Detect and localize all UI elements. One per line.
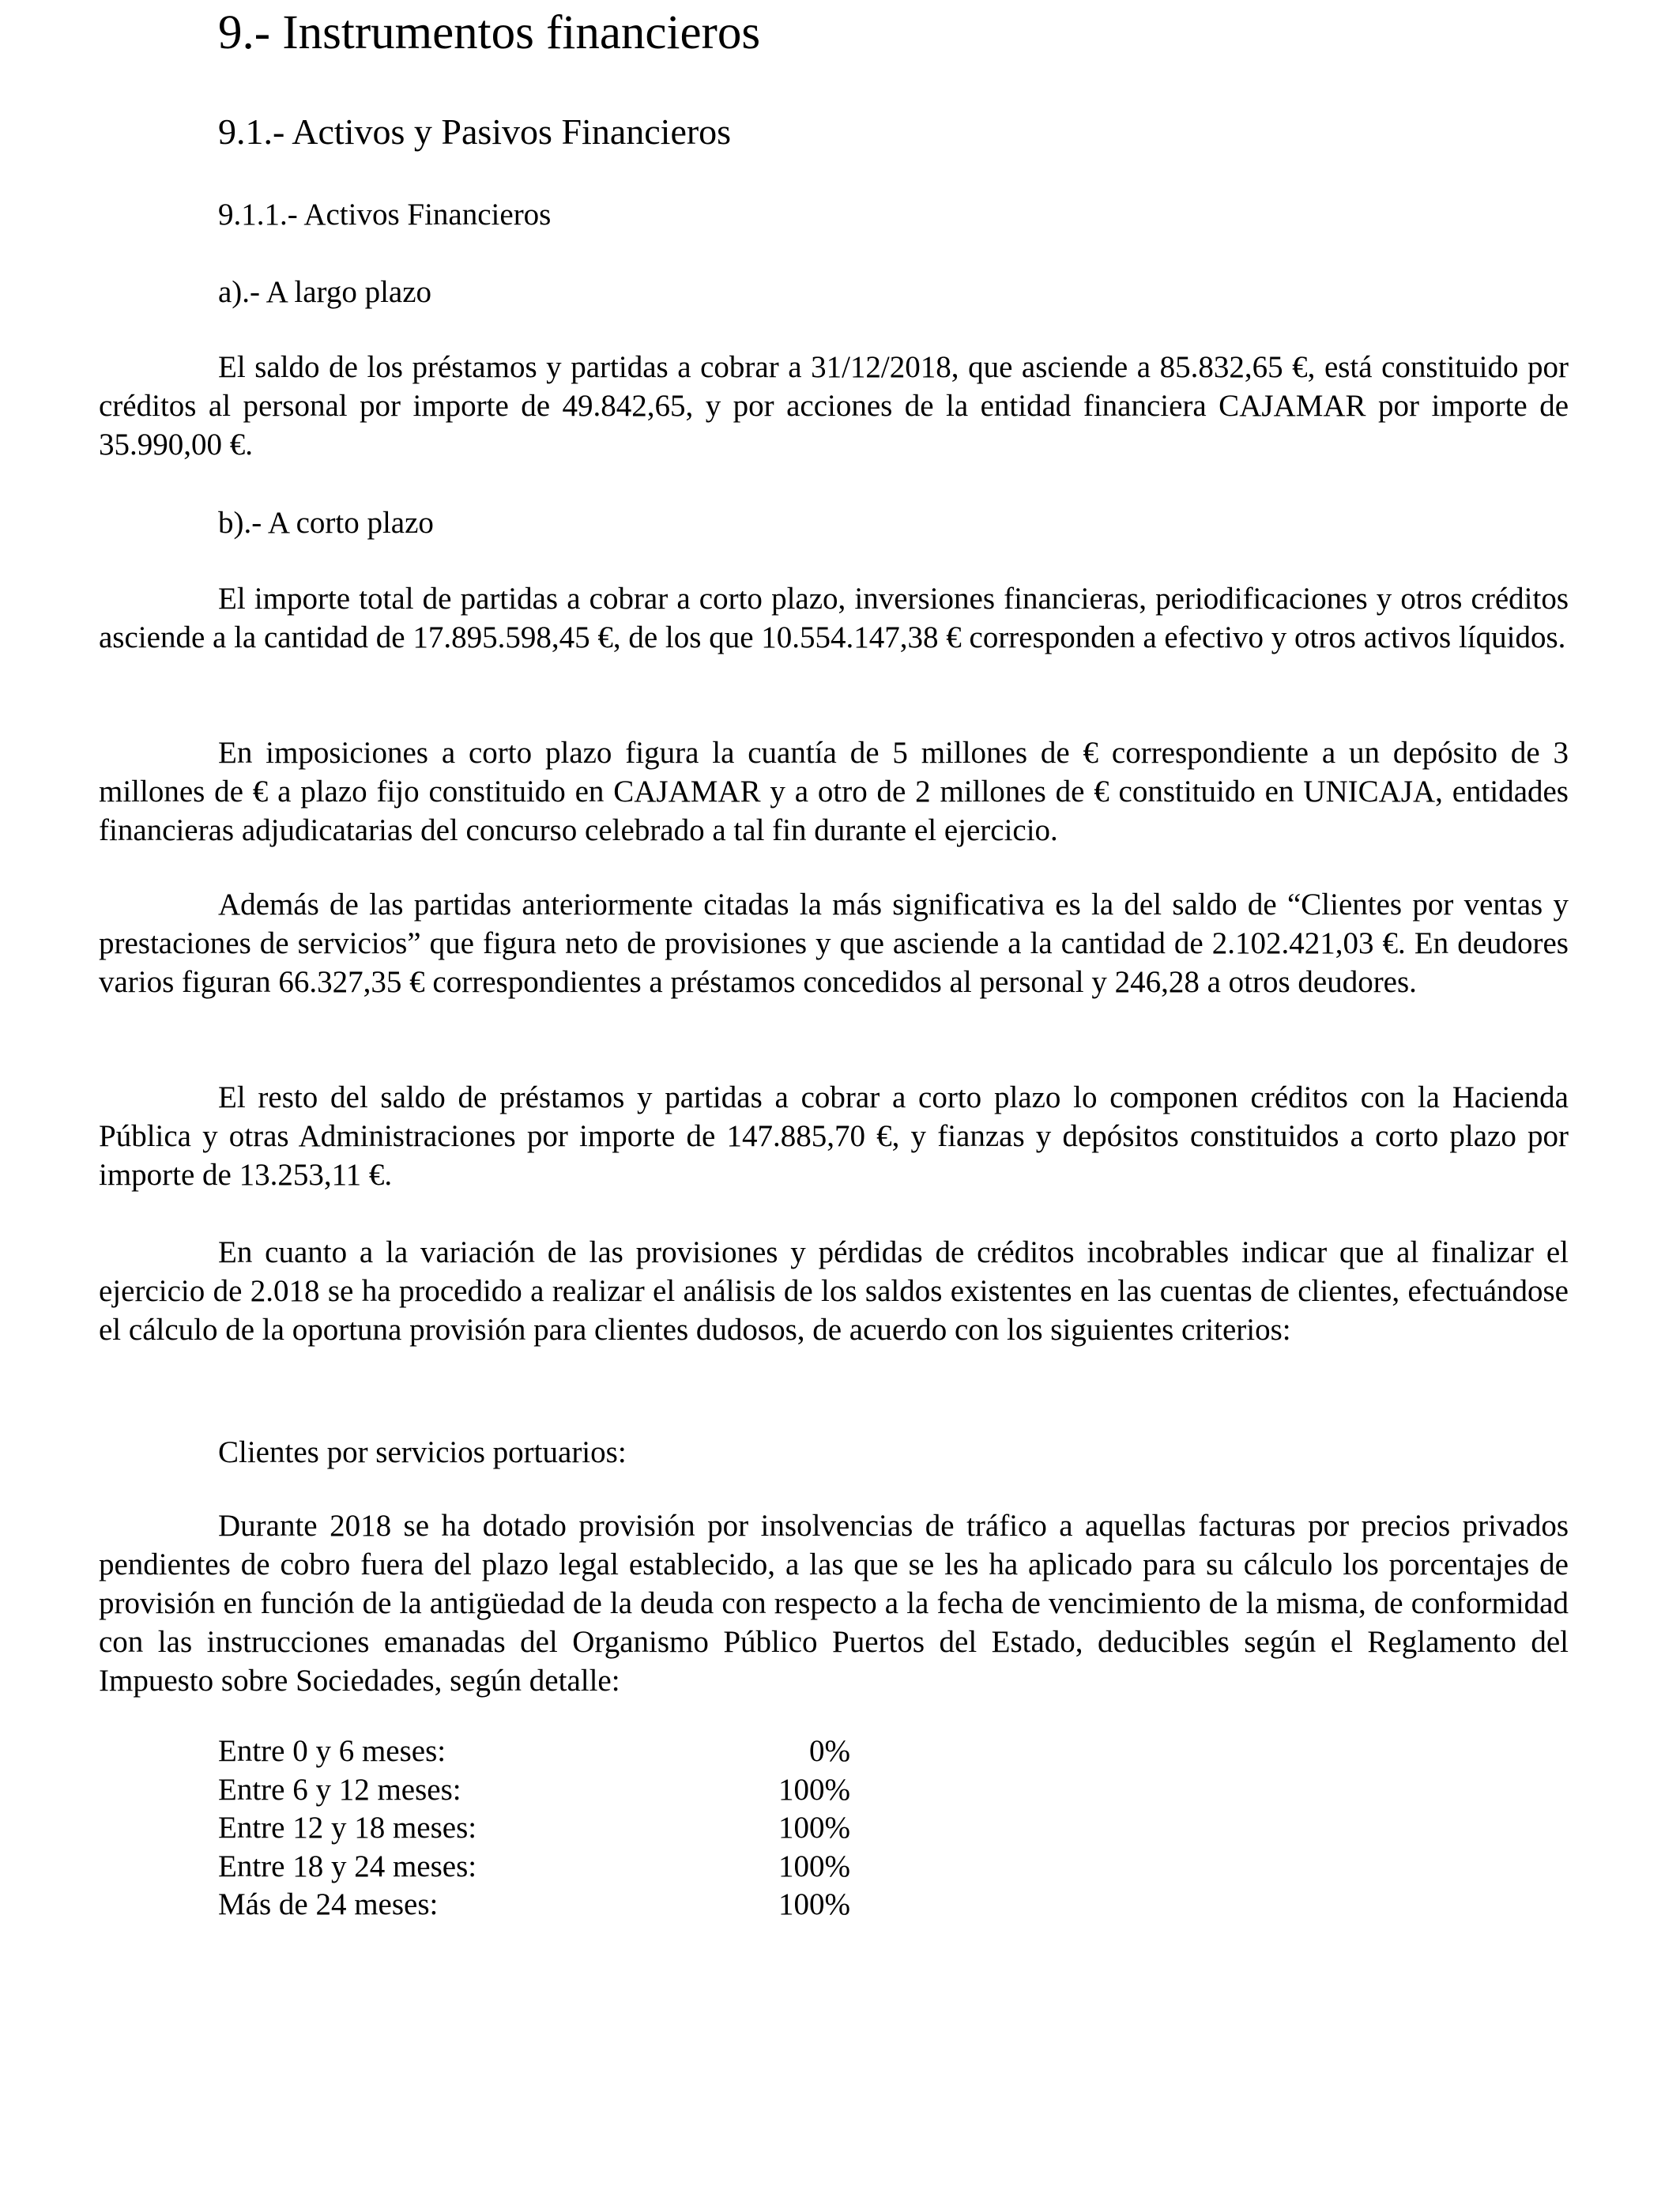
- criteria-label: Entre 12 y 18 meses:: [218, 1811, 477, 1845]
- paragraph-provisions: En cuanto a la variación de las provisiones y pérdidas de créditos incobrables indicar que al finalizar el ejercicio de 2.018 se ha procedido a realizar el análisis de los saldos existentes en las cuentas de clientes, efectuándose el cálculo de la oportuna provisión para clientes dudosos, de acuerdo con los siguientes criterios:: [99, 1235, 1569, 1347]
- criteria-row: [218, 1809, 850, 1848]
- paragraph-insolvency-provision: Durante 2018 se ha dotado provisión por insolvencias de tráfico a aquellas facturas por precios privados pendientes de cobro fuera del plazo legal establecido, a las que se les ha aplicado para su cálculo los porcentajes de provisión en función de la antigüedad de la deuda con respecto a la fecha de vencimiento de la misma, de conformidad con las instrucciones emanadas del Organismo Público Puertos del Estado, deducibles según el Reglamento del Impuesto sobre Sociedades, según detalle:: [99, 1509, 1569, 1698]
- short-term-heading: b).- A corto plazo: [218, 506, 434, 540]
- paragraph-short-term-total: El importe total de partidas a cobrar a corto plazo, inversiones financieras, periodificaciones y otros créditos asciende a la cantidad de 17.895.598,45 €, de los que 10.554.147,38 € corresponden a efectivo y otros activos líquidos.: [99, 582, 1569, 654]
- subsection-heading: 9.1.- Activos y Pasivos Financieros: [218, 111, 732, 152]
- criteria-value: 100%: [778, 1811, 850, 1845]
- criteria-label: Entre 18 y 24 meses:: [218, 1849, 477, 1883]
- criteria-label: Entre 0 y 6 meses:: [218, 1734, 446, 1768]
- criteria-row: [218, 1886, 850, 1924]
- criteria-label: Más de 24 meses:: [218, 1887, 439, 1921]
- criteria-value: 100%: [778, 1849, 850, 1883]
- criteria-value: 100%: [778, 1887, 850, 1921]
- section-heading: 9.- Instrumentos financieros: [218, 6, 761, 59]
- paragraph-clients: Además de las partidas anteriormente citadas la más significativa es la del saldo de “Clientes por ventas y prestaciones de servicios” que figura neto de provisiones y que asciende a la cantidad de 2.102.421,03 €. En deudores varios figuran 66.327,35 € correspondientes a préstamos concedidos al personal y 246,28 a otros deudores.: [99, 888, 1569, 999]
- provision-criteria-list: [218, 1732, 850, 1924]
- criteria-row: [218, 1771, 850, 1810]
- criteria-value: 100%: [778, 1772, 850, 1807]
- criteria-value: 0%: [809, 1734, 850, 1768]
- subsubsection-heading: 9.1.1.- Activos Financieros: [218, 198, 552, 232]
- port-services-clients-heading: Clientes por servicios portuarios:: [218, 1435, 627, 1469]
- criteria-label: Entre 6 y 12 meses:: [218, 1772, 461, 1807]
- long-term-heading: a).- A largo plazo: [218, 275, 432, 309]
- paragraph-deposits: En imposiciones a corto plazo figura la cuantía de 5 millones de € correspondiente a un depósito de 3 millones de € a plazo fijo constituido en CAJAMAR y a otro de 2 millones de € constituido en UNICAJA, entidades financieras adjudicatarias del concurso celebrado a tal fin durante el ejercicio.: [99, 736, 1569, 847]
- paragraph-long-term: El saldo de los préstamos y partidas a cobrar a 31/12/2018, que asciende a 85.832,65 €, está constituido por créditos al personal por importe de 49.842,65, y por acciones de la entidad financiera CAJAMAR por importe de 35.990,00 €.: [99, 350, 1569, 462]
- paragraph-remaining-balance: El resto del saldo de préstamos y partidas a cobrar a corto plazo lo componen créditos con la Hacienda Pública y otras Administraciones por importe de 147.885,70 €, y fianzas y depósitos constituidos a corto plazo por importe de 13.253,11 €.: [99, 1080, 1569, 1192]
- criteria-row: [218, 1848, 850, 1887]
- criteria-row: [218, 1732, 850, 1771]
